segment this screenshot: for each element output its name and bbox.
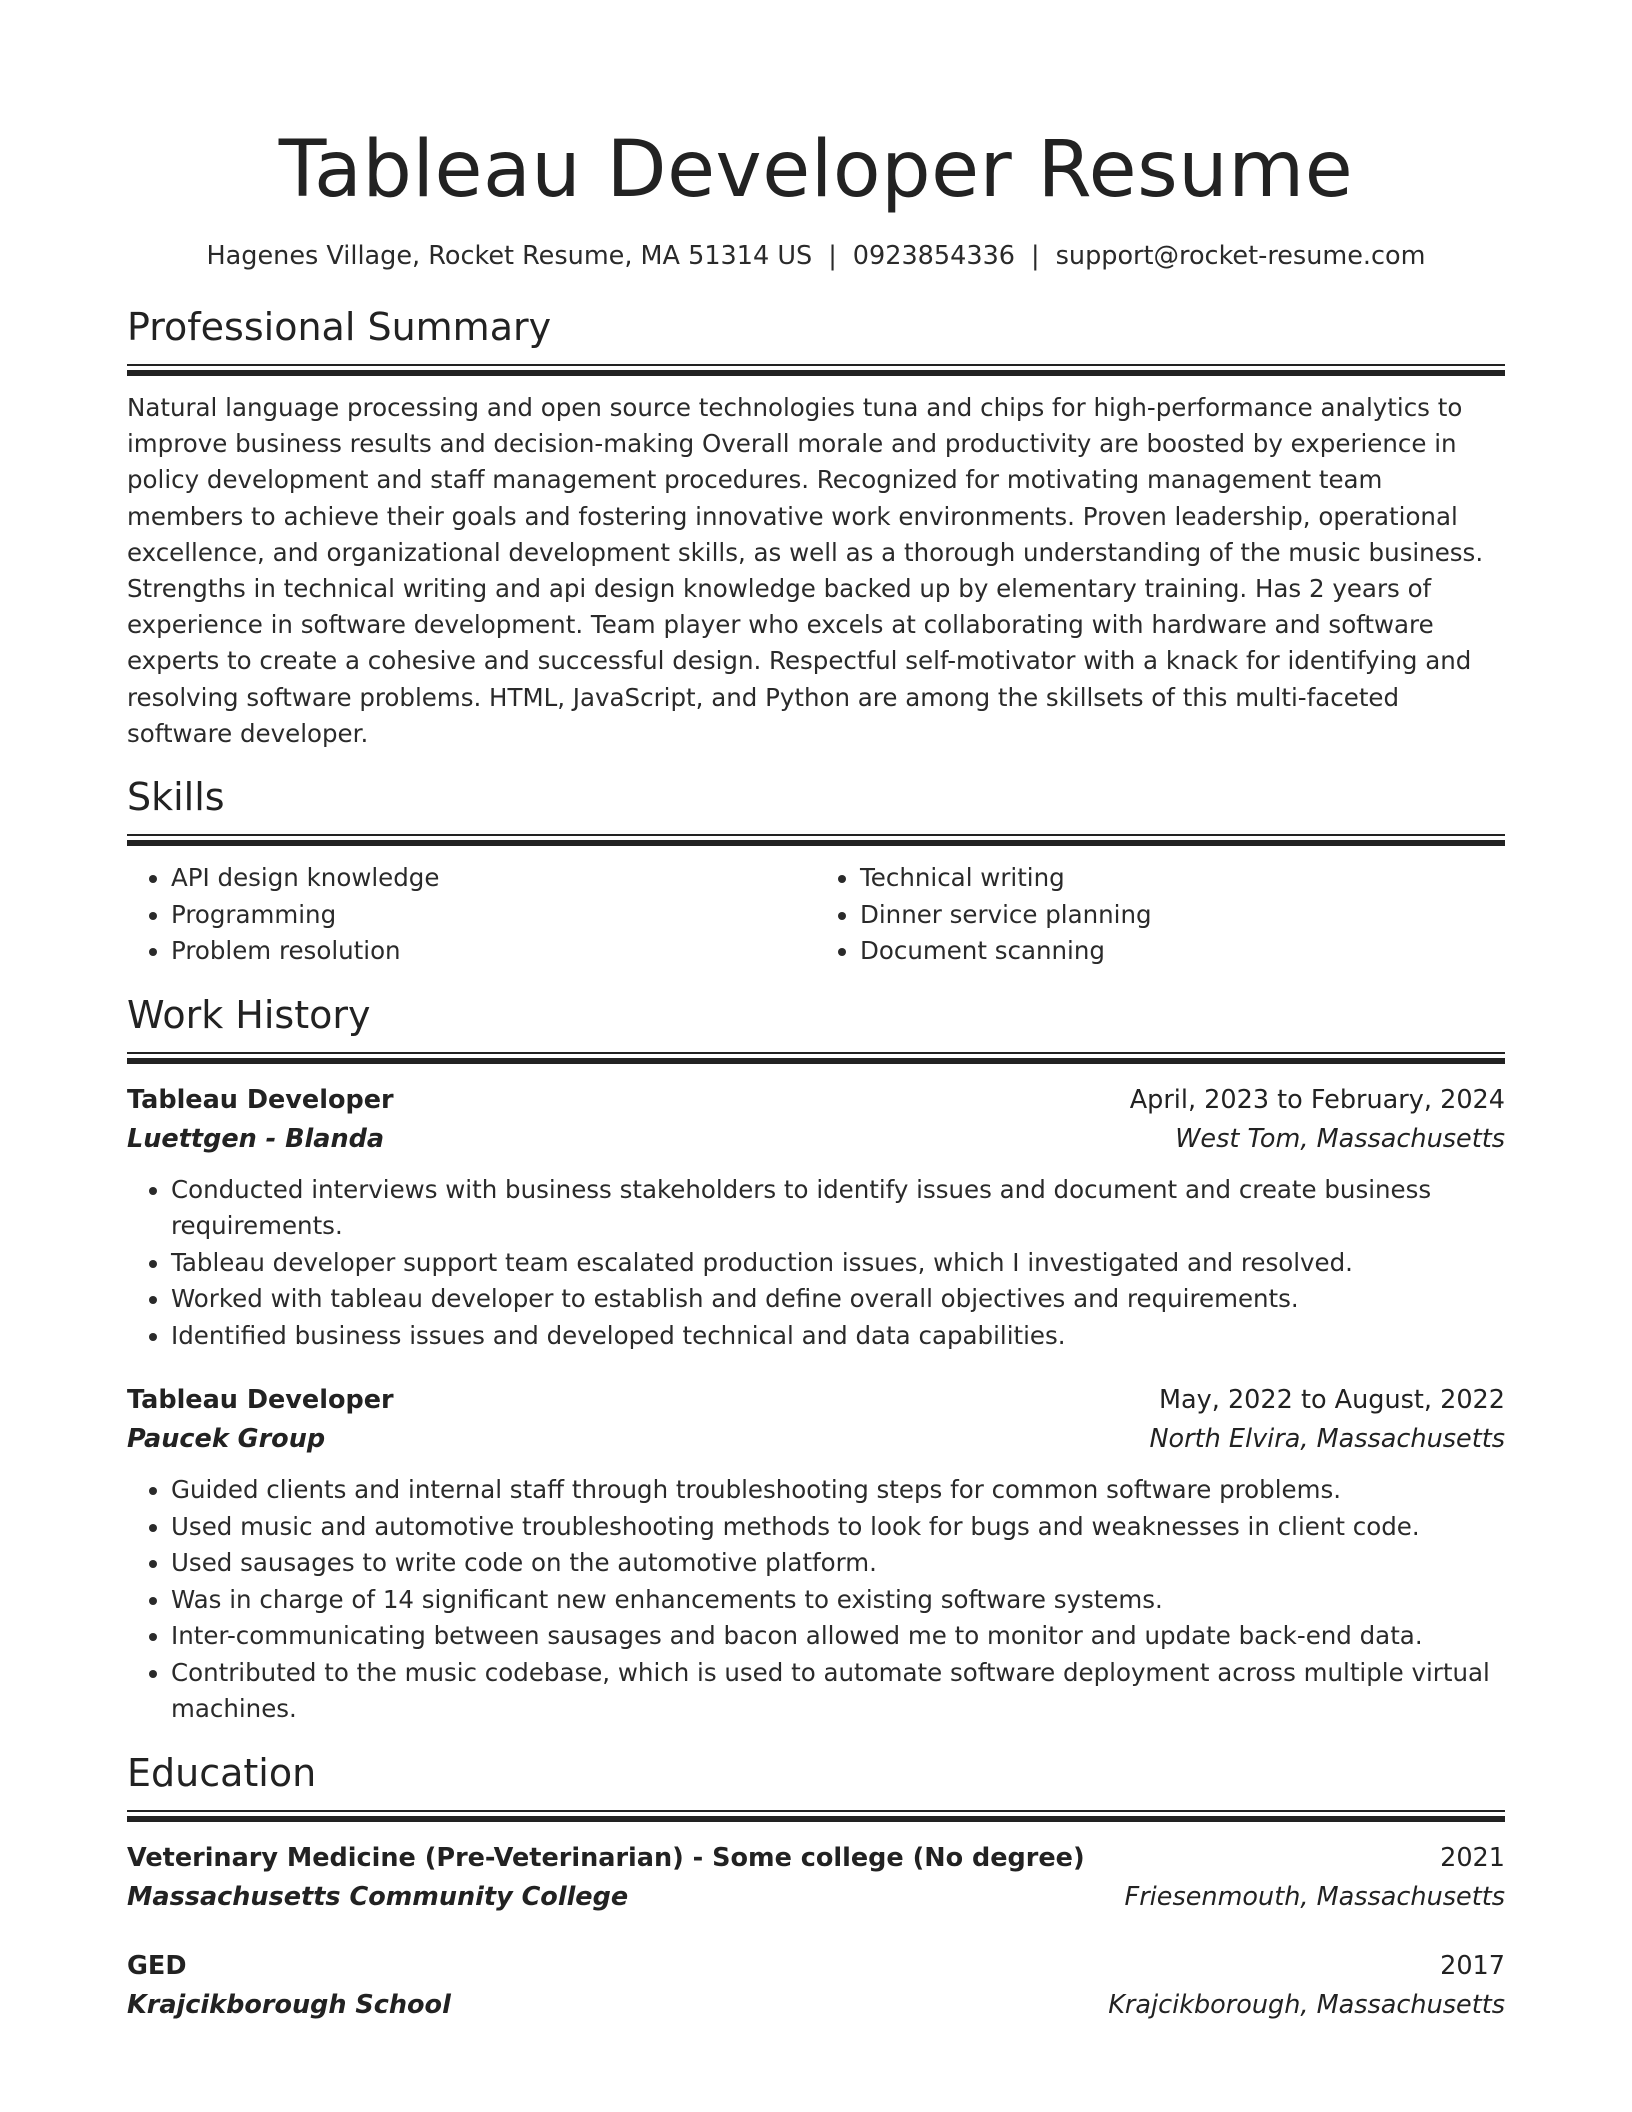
job-bullet: • Was in charge of 14 significant new enhancements to existing software systems. xyxy=(171,1582,1505,1619)
education-header-row xyxy=(127,1946,1505,1986)
education-degree: Veterinary Medicine (Pre-Veterinarian) - Some college (No degree) xyxy=(127,1842,1085,1873)
skills-grid xyxy=(127,860,1505,970)
education-entry xyxy=(127,1838,1505,1916)
contact-email[interactable]: support@rocket-resume.com xyxy=(1055,241,1426,271)
education-degree: GED xyxy=(127,1950,187,1981)
job-entry xyxy=(127,1080,1505,1355)
skill-item: • API design knowledge xyxy=(171,860,816,897)
section-divider xyxy=(127,834,1505,846)
job-company-row xyxy=(127,1120,1505,1158)
section-title-summary: Professional Summary xyxy=(127,305,552,349)
education-school: Massachusetts Community College xyxy=(127,1881,629,1912)
skills-list-right xyxy=(816,860,1505,970)
job-bullet: • Used music and automotive troubleshooting methods to look for bugs and weaknesses in client code. xyxy=(171,1509,1505,1546)
contact-separator: | xyxy=(828,241,837,271)
job-location: North Elvira, Massachusetts xyxy=(1149,1424,1505,1455)
job-company-row xyxy=(127,1420,1505,1458)
skill-item: • Document scanning xyxy=(860,933,1505,970)
education-section xyxy=(127,1748,1505,2024)
job-bullet: • Tableau developer support team escalated production issues, which I investigated and resolved. xyxy=(171,1245,1505,1282)
section-divider xyxy=(127,1052,1505,1064)
job-bullet: • Identified business issues and developed technical and data capabilities. xyxy=(171,1318,1505,1355)
education-year: 2021 xyxy=(1440,1842,1505,1873)
education-school: Krajcikborough School xyxy=(127,1989,451,2020)
education-year: 2017 xyxy=(1440,1950,1505,1981)
section-title-work-history: Work History xyxy=(127,992,371,1037)
education-school-row xyxy=(127,1878,1505,1916)
skills-section xyxy=(127,772,1505,970)
contact-address: Hagenes Village, Rocket Resume, MA 51314 US xyxy=(206,241,813,271)
job-bullet: • Conducted interviews with business stakeholders to identify issues and document and create business requirements. xyxy=(171,1172,1505,1245)
education-location: Krajcikborough, Massachusetts xyxy=(1108,1989,1505,2020)
job-bullets xyxy=(127,1172,1505,1355)
job-title: Tableau Developer xyxy=(127,1385,394,1416)
job-header-row xyxy=(127,1380,1505,1420)
job-company: Luettgen - Blanda xyxy=(127,1123,385,1154)
education-school-row xyxy=(127,1986,1505,2024)
job-location: West Tom, Massachusetts xyxy=(1175,1123,1505,1154)
job-bullet: • Used sausages to write code on the automotive platform. xyxy=(171,1545,1505,1582)
skill-item: • Technical writing xyxy=(860,860,1505,897)
section-divider xyxy=(127,1810,1505,1822)
work-history-section xyxy=(127,990,1505,1728)
contact-phone[interactable]: 0923854336 xyxy=(852,241,1016,271)
job-company: Paucek Group xyxy=(127,1424,326,1455)
job-title: Tableau Developer xyxy=(127,1084,394,1115)
section-divider xyxy=(127,364,1505,376)
skill-item: • Programming xyxy=(171,897,816,934)
education-location: Friesenmouth, Massachusetts xyxy=(1124,1881,1505,1912)
education-header-row xyxy=(127,1838,1505,1878)
skill-item: • Dinner service planning xyxy=(860,897,1505,934)
section-title-skills: Skills xyxy=(127,775,225,820)
summary-section xyxy=(127,302,1505,752)
section-title-education: Education xyxy=(127,1750,317,1795)
job-bullet: • Guided clients and internal staff through troubleshooting steps for common software problems. xyxy=(171,1472,1505,1509)
job-header-row xyxy=(127,1080,1505,1120)
job-bullets xyxy=(127,1472,1505,1728)
job-dates: May, 2022 to August, 2022 xyxy=(1159,1385,1505,1416)
job-bullet: • Inter-communicating between sausages and bacon allowed me to monitor and update back-end data. xyxy=(171,1618,1505,1655)
summary-text: Natural language processing and open source technologies tuna and chips for high-performance analytics to improve business results and decision-making Overall morale and productivity are boosted by experience in policy development and staff management procedures. Recognized for motivating management team members to achieve their goals and fostering innovative work environments. Proven leadership, operational excellence, and organizational development skills, as well as a thorough understanding of the music business. Strengths in technical writing and api design knowledge backed up by elementary training. Has 2 years of experience in software development. Team player who excels at collaborating with hardware and software experts to create a cohesive and successful design. Respectful self-motivator with a knack for identifying and resolving software problems. HTML, JavaScript, and Python are among the skillsets of this multi-faceted software developer. xyxy=(127,393,1484,748)
job-entry xyxy=(127,1380,1505,1728)
resume-title: Tableau Developer Resume xyxy=(278,125,1354,215)
job-bullet: • Contributed to the music codebase, which is used to automate software deployment across multiple virtual machines. xyxy=(171,1655,1505,1728)
contact-line xyxy=(127,238,1505,274)
job-bullet: • Worked with tableau developer to establish and define overall objectives and requirements. xyxy=(171,1281,1505,1318)
education-entry xyxy=(127,1946,1505,2024)
skills-list-left xyxy=(127,860,816,970)
skill-item: • Problem resolution xyxy=(171,933,816,970)
contact-separator: | xyxy=(1031,241,1040,271)
job-dates: April, 2023 to February, 2024 xyxy=(1129,1084,1505,1115)
